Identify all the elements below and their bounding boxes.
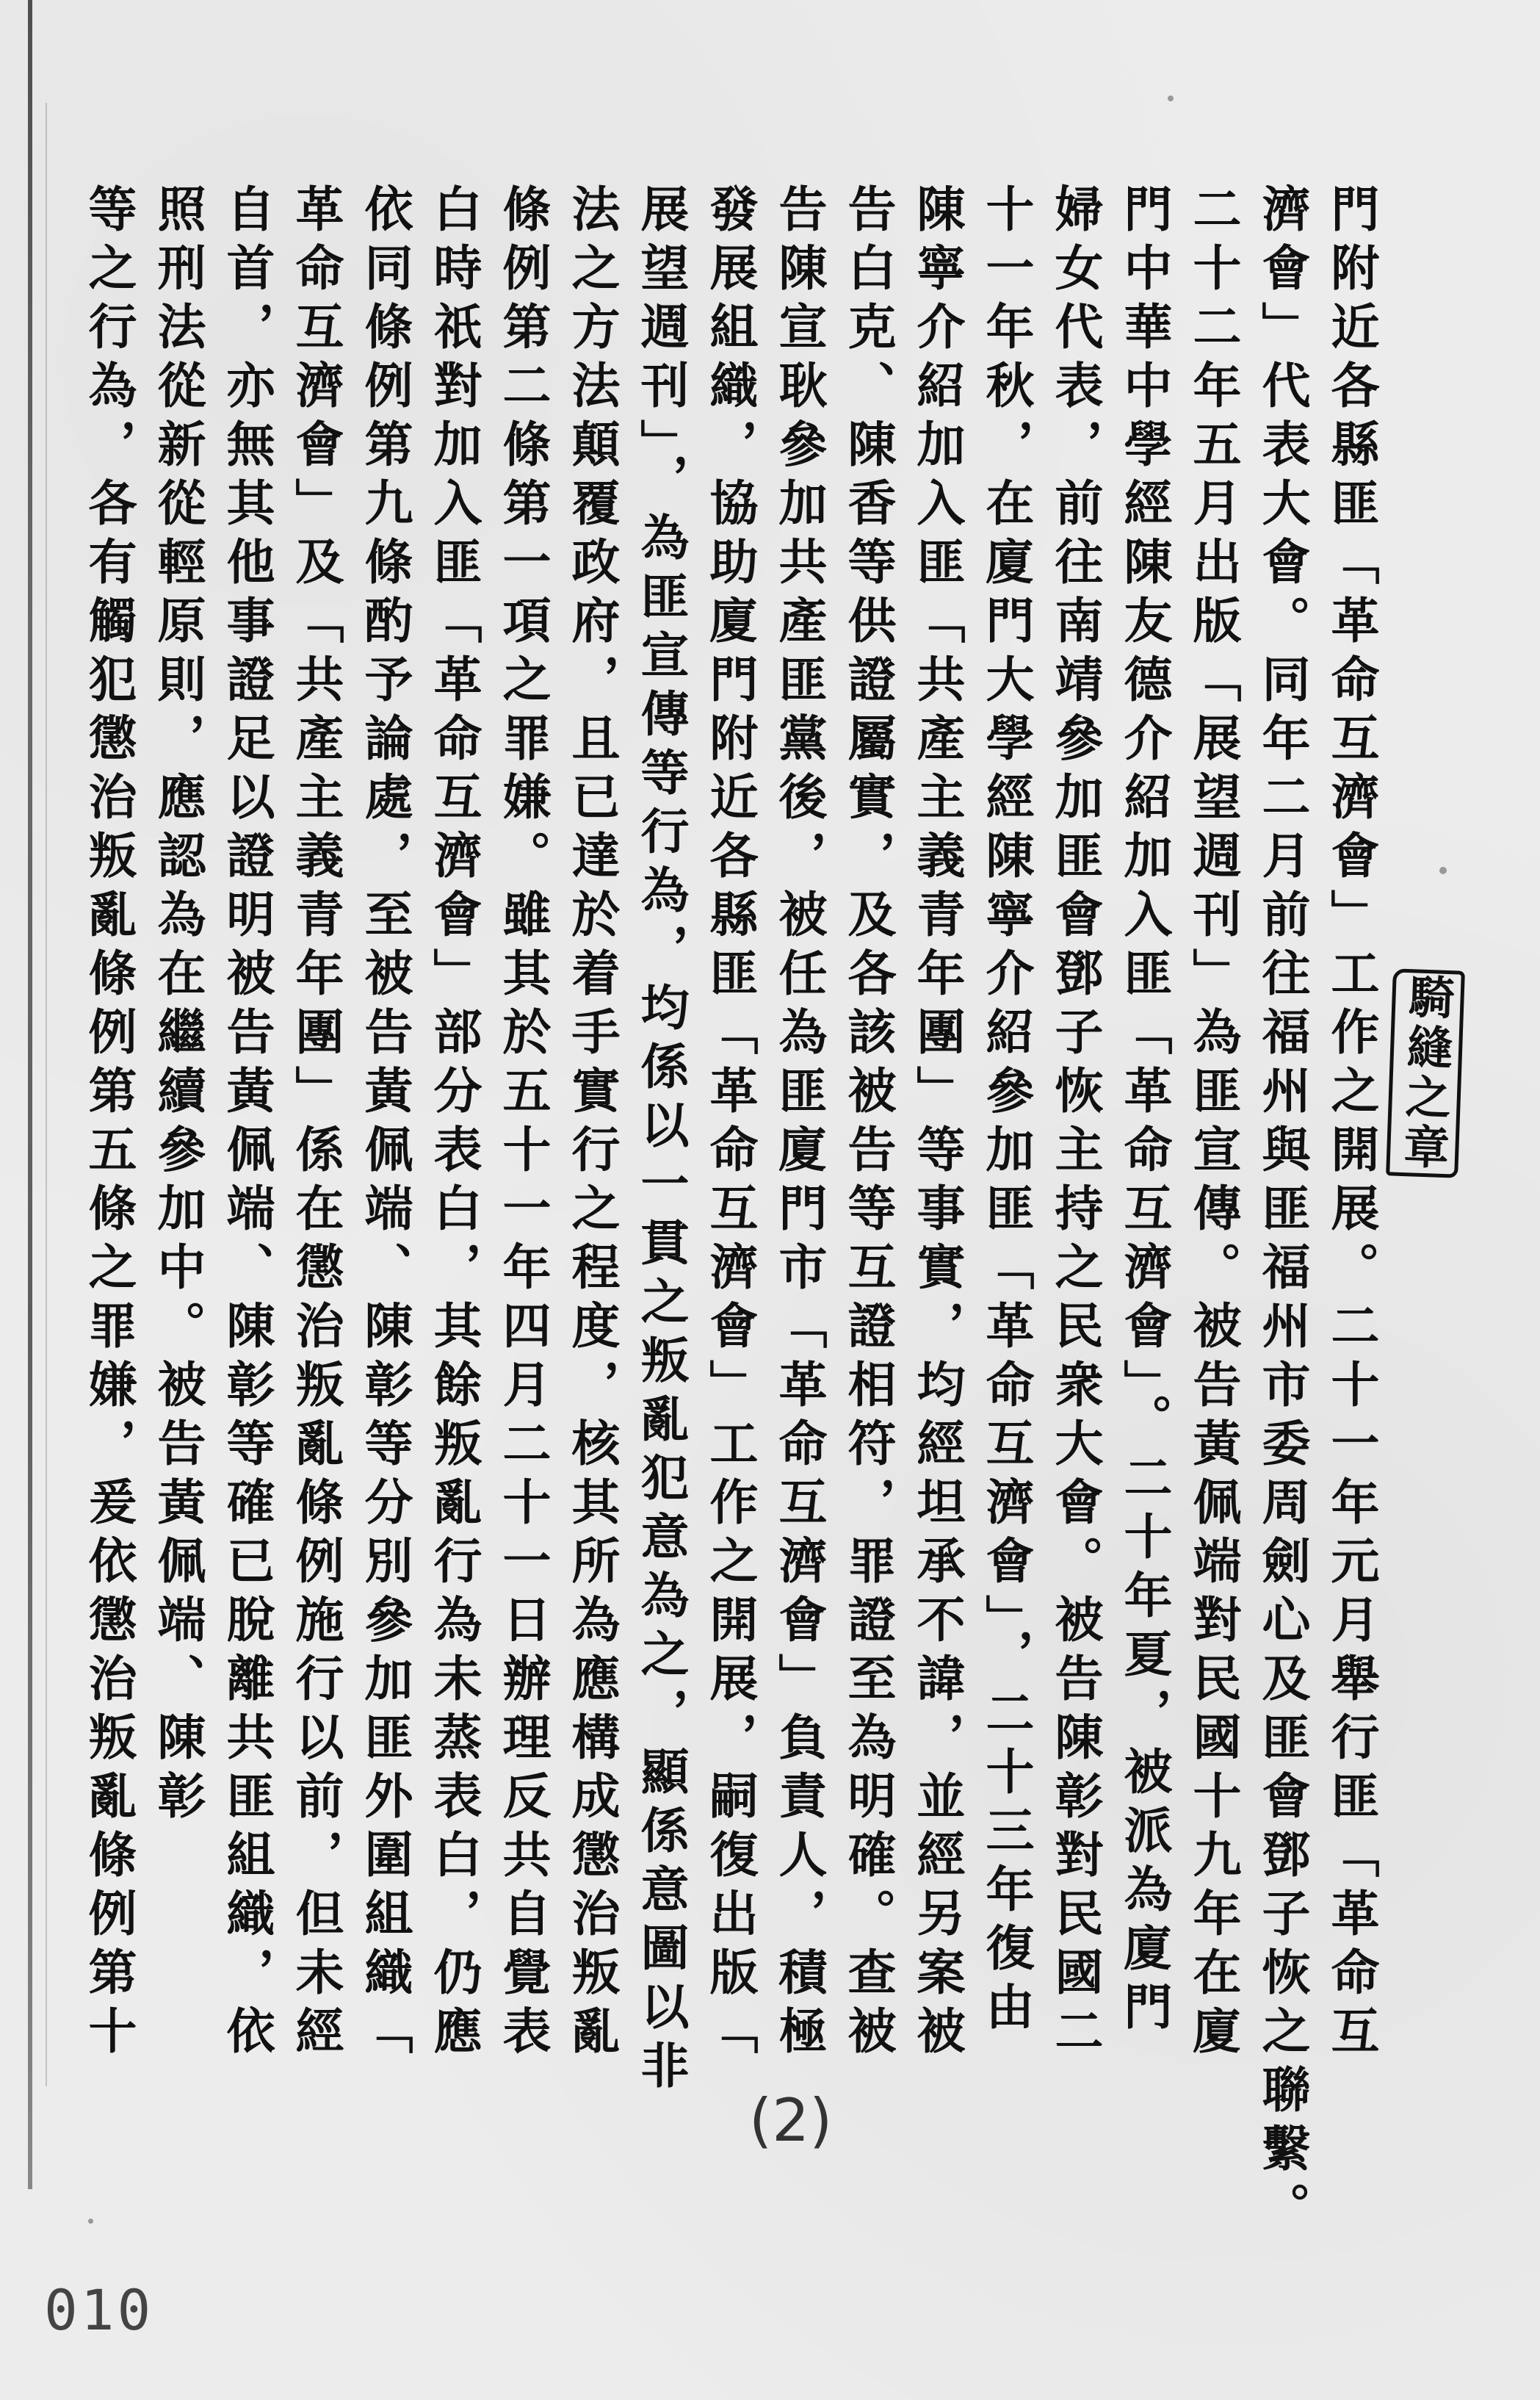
text-column: 十一年秋，在廈門大學經陳寧介紹參加匪「革命互濟會」，二十三年復由 (977, 184, 1035, 2040)
page-number: (2) (749, 2086, 833, 2155)
text-column: 展望週刊」，為匪宣傳等行為，均係以一貫之叛亂犯意為之，顯係意圖以非 (632, 184, 690, 2099)
text-column: 自首，亦無其他事證足以證明被告黃佩端、陳彰等確已脫離共匪組織，依 (218, 184, 275, 2064)
text-column: 陳寧介紹加入匪「共產主義青年團」等事實，均經坦承不諱，並經另案被 (908, 184, 966, 2064)
text-column: 依同條例第九條酌予論處，至被告黃佩端、陳彰等分別參加匪外圍組織「 (356, 184, 413, 2064)
seam-seal-stamp (1386, 968, 1465, 1178)
text-column: 告白克、陳香等供證屬實，及各該被告等互證相符，罪證至為明確。查被 (839, 184, 897, 2064)
text-column: 發展組織，協助廈門附近各縣匪「革命互濟會」工作之開展，嗣復出版「 (701, 184, 759, 2064)
text-column: 條例第二條第一項之罪嫌。雖其於五十一年四月二十一日辦理反共自覺表 (494, 184, 552, 2064)
text-column: 婦女代表，前往南靖參加匪會鄧子恢主持之民衆大會。被告陳彰對民國二 (1046, 184, 1104, 2064)
text-column: 革命互濟會」及「共產主義青年團」係在懲治叛亂條例施行以前，但未經 (287, 184, 344, 2064)
ink-speck (88, 2219, 93, 2224)
ink-speck (1439, 867, 1447, 874)
seal-text: 騎縫之章 (1395, 972, 1456, 1175)
text-column: 濟會」代表大會。同年二月前往福州與匪福州市委周劍心及匪會鄧子恢之聯繫。 (1254, 184, 1311, 2241)
archive-number: 010 (44, 2277, 154, 2343)
page-margin-line (46, 103, 47, 2086)
vertical-text-body (74, 184, 1386, 2241)
text-column: 門中華中學經陳友德介紹加入匪「革命互濟會」。二十年夏，被派為廈門 (1116, 184, 1173, 2040)
text-column: 門附近各縣匪「革命互濟會」工作之開展。二十一年元月舉行匪「革命互 (1323, 184, 1380, 2064)
page-binding-edge (28, 0, 32, 2189)
text-column: 法之方法顛覆政府，且已達於着手實行之程度，核其所為應構成懲治叛亂 (563, 184, 621, 2064)
text-column: 告陳宣耿參加共產匪黨後，被任為匪廈門市「革命互濟會」負責人，積極 (770, 184, 828, 2064)
ink-speck (1168, 96, 1174, 101)
text-column: 二十二年五月出版「展望週刊」為匪宣傳。被告黃佩端對民國十九年在廈 (1185, 184, 1242, 2064)
text-column: 等之行為，各有觸犯懲治叛亂條例第五條之罪嫌，爰依懲治叛亂條例第十 (80, 184, 137, 2064)
text-column: 白時祇對加入匪「革命互濟會」部分表白，其餘叛亂行為未蒸表白，仍應 (425, 184, 482, 2064)
text-column: 照刑法從新從輕原則，應認為在繼續參加中。被告黃佩端、陳彰 (149, 184, 206, 1829)
